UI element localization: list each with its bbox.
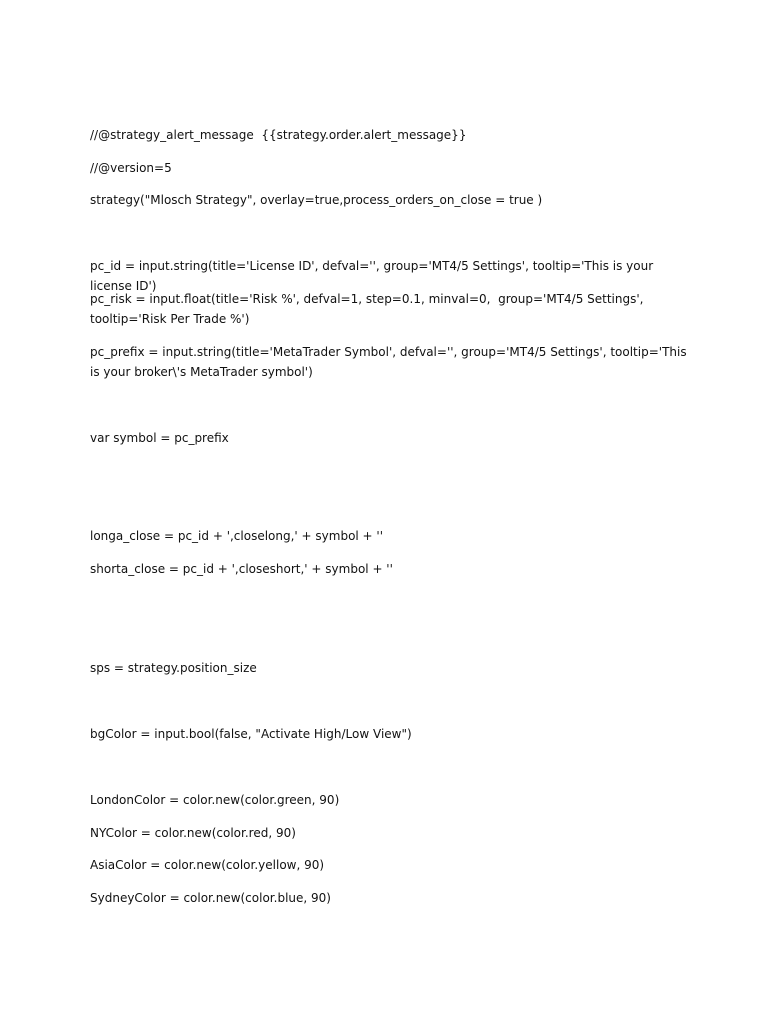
code-line-shorta-close: shorta_close = pc_id + ',closeshort,' + symbol + '' — [90, 562, 393, 576]
code-line-sydney-color: SydneyColor = color.new(color.blue, 90) — [90, 891, 331, 905]
code-line-london-color: LondonColor = color.new(color.green, 90) — [90, 793, 340, 807]
code-line-asia-color: AsiaColor = color.new(color.yellow, 90) — [90, 858, 325, 872]
code-line-pc-risk: pc_risk = input.float(title='Risk %', defval=1, step=0.1, minval=0, group='MT4/5 Settings', tooltip='Risk Per Trade %') — [90, 292, 648, 326]
code-line-alert-message: //@strategy_alert_message {{strategy.order.alert_message}} — [90, 128, 467, 142]
code-line-var-symbol: var symbol = pc_prefix — [90, 431, 229, 445]
code-line-bgcolor: bgColor = input.bool(false, "Activate High/Low View") — [90, 727, 412, 741]
code-line-sps: sps = strategy.position_size — [90, 661, 257, 675]
code-line-pc-id: pc_id = input.string(title='License ID', defval='', group='MT4/5 Settings', tooltip='This is your license ID') — [90, 259, 657, 293]
code-line-ny-color: NYColor = color.new(color.red, 90) — [90, 826, 296, 840]
code-line-longa-close: longa_close = pc_id + ',closelong,' + symbol + '' — [90, 529, 384, 543]
code-line-version: //@version=5 — [90, 161, 172, 175]
code-line-strategy-declaration: strategy("Mlosch Strategy", overlay=true,process_orders_on_close = true ) — [90, 193, 543, 207]
code-line-pc-prefix: pc_prefix = input.string(title='MetaTrader Symbol', defval='', group='MT4/5 Settings', tooltip='This is your broker\'s MetaTrader symbol') — [90, 345, 691, 379]
